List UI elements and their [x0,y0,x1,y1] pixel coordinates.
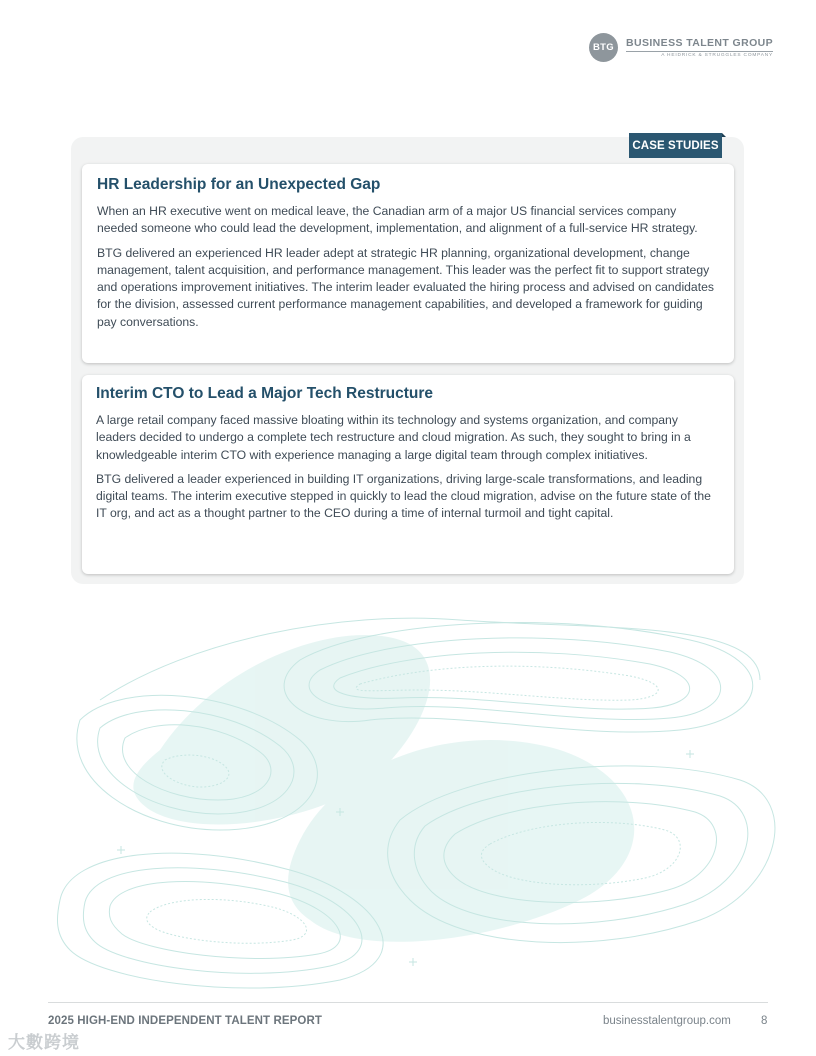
case-study-paragraph: A large retail company faced massive bloating within its technology and systems organization, and company leaders decided to undergo a complete tech restructure and cloud migration. As such, they sought to bring in a knowledgeable interim CTO with experience managing a large digital team through complex initiatives. [96,413,691,462]
footer-report-title: 2025 HIGH-END INDEPENDENT TALENT REPORT [48,1015,322,1027]
footer-url-link[interactable]: businesstalentgroup.com [603,1015,731,1027]
company-logo [589,33,773,62]
case-study-card-cto [82,375,734,574]
topographic-decoration [40,600,780,1000]
case-study-paragraph: BTG delivered a leader experienced in building IT organizations, driving large-scale transformations, and leading digital teams. The interim executive stepped in quickly to lead the cloud migration, advise on the future state of the IT org, and act as a thought partner to the CEO during a time of internal turmoil and tight capital. [96,471,711,521]
case-studies-tab: CASE STUDIES [629,133,722,158]
page-number: 8 [761,1015,768,1027]
case-study-card-hr [82,164,734,363]
logo-divider [626,51,773,52]
footer-divider [48,1002,768,1003]
case-study-paragraph: When an HR executive went on medical leave, the Canadian arm of a major US financial services company needed someone who could lead the development, implementation, and alignment of a full-service HR strategy. [97,204,698,236]
case-study-title: Interim CTO to Lead a Major Tech Restructure [96,385,434,402]
logo-name: BUSINESS TALENT GROUP [626,36,774,49]
case-study-title: HR Leadership for an Unexpected Gap [97,176,381,193]
watermark: 大數跨境 [8,1033,80,1052]
logo-tagline: A HEIDRICK & STRUGGLES COMPANY [661,52,774,58]
case-study-paragraph: BTG delivered an experienced HR leader adept at strategic HR planning, organizational development, change management, talent acquisition, and performance management. This leader was the perfect fit to support strategy and operations improvement initiatives. The interim leader evaluated the hiring process and advised on candidates for the division, assessed current performance management capabilities, and developed a framework for guiding pay conversations. [97,245,714,329]
logo-badge: BTG [589,33,618,62]
